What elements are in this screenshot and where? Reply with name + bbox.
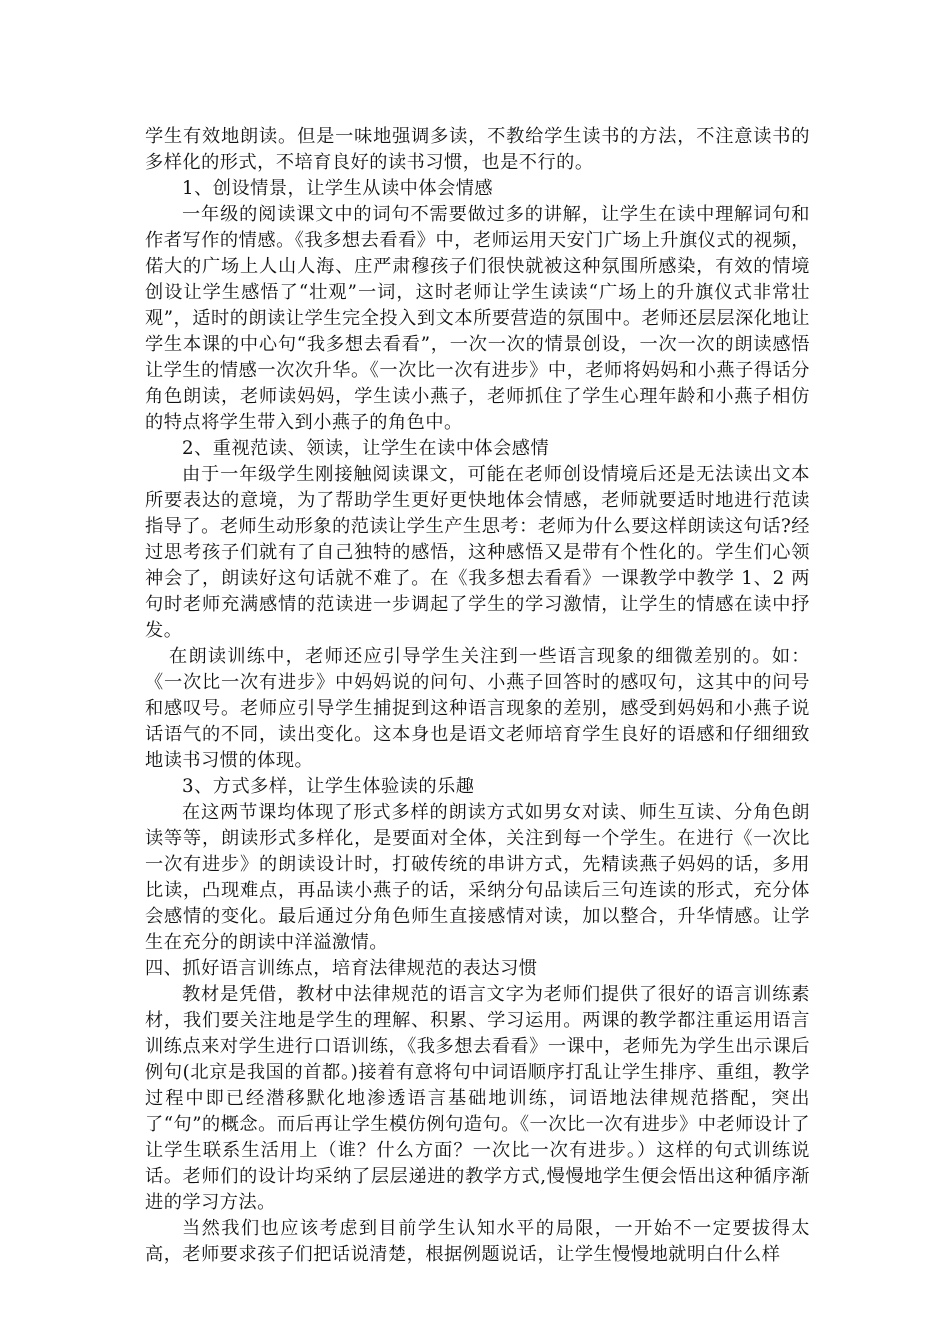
paragraph: 一年级的阅读课文中的词句不需要做过多的讲解，让学生在读中理解词句和作者写作的情感。《我多想去看看》中，老师运用天安门广场上升旗仪式的视频，偌大的广场上人山人海、庄严肃穆孩子们很快就被这种氛围所感染，有效的情境创设让学生感悟了“壮观”一词，这时老师让学生读读“广场上的升旗仪式非常壮观”，适时的朗读让学生完全投入到文本所要营造的氛围中。老师还层层深化地让学生本课的中心句“我多想去看看”，一次一次的情景创设，一次一次的朗读感悟让学生的情感一次次升华。《一次比一次有进步》中，老师将妈妈和小燕子得话分角色朗读，老师读妈妈，学生读小燕子，老师抓住了学生心理年龄和小燕子相仿的特点将学生带入到小燕子的角色中。 <box>145 204 810 433</box>
paragraph: 当然我们也应该考虑到目前学生认知水平的局限，一开始不一定要拔得太高，老师要求孩子们把话说清楚，根据例题说话，让学生慢慢地就明白什么样 <box>145 1218 810 1265</box>
paragraph: 在朗读训练中，老师还应引导学生关注到一些语言现象的细微差别的。如：《一次比一次有进步》中妈妈说的问句、小燕子回答时的感叹句，这其中的问号和感叹号。老师应引导学生捕捉到这种语言现象的差别，感受到妈妈和小燕子说话语气的不同，读出变化。这本身也是语文老师培育学生良好的语感和仔细细致地读书习惯的体现。 <box>145 646 810 771</box>
section-heading-2: 2、重视范读、领读，让学生在读中体会感情 <box>182 438 550 459</box>
section-heading-1: 1、创设情景，让学生从读中体会情感 <box>182 178 494 199</box>
document-page <box>145 124 810 1268</box>
paragraph: 在这两节课均体现了形式多样的朗读方式如男女对读、师生互读、分角色朗读等等，朗读形式多样化，是要面对全体，关注到每一个学生。在进行《一次比一次有进步》的朗读设计时，打破传统的串讲方式，先精读燕子妈妈的话，多用比读，凸现难点，再品读小燕子的话，采纳分句品读后三句连读的形式，充分体会感情的变化。最后通过分角色师生直接感情对读，加以整合，升华情感。让学生在充分的朗读中洋溢激情。 <box>145 802 810 953</box>
section-heading-4: 四、抓好语言训练点，培育法律规范的表达习惯 <box>145 958 538 979</box>
paragraph: 教材是凭借，教材中法律规范的语言文字为老师们提供了很好的语言训练素材，我们要关注地是学生的理解、积累、学习运用。两课的教学都注重运用语言训练点来对学生进行口语训练，《我多想去看看》一课中，老师先为学生出示课后例句(北京是我国的首都。)接着有意将句中词语顺序打乱让学生排序、重组，教学过程中即已经潜移默化地渗透语言基础地训练，词语地法律规范搭配，突出了“句”的概念。而后再让学生模仿例句造句。《一次比一次有进步》中老师设计了让学生联系生活用上（谁？什么方面？一次比一次有进步。）这样的句式训练说话。老师们的设计均采纳了层层递进的教学方式,慢慢地学生便会悟出这种循序渐进的学习方法。 <box>145 984 810 1213</box>
section-heading-3: 3、方式多样，让学生体验读的乐趣 <box>182 776 475 797</box>
paragraph: 由于一年级学生刚接触阅读课文，可能在老师创设情境后还是无法读出文本所要表达的意境，为了帮助学生更好更快地体会情感，老师就要适时地进行范读指导了。老师生动形象的范读让学生产生思考：老师为什么要这样朗读这句话?经过思考孩子们就有了自己独特的感悟，这种感悟又是带有个性化的。学生们心领神会了，朗读好这句话就不难了。在《我多想去看看》一课教学中教学 1、2 两句时老师充满感情的范读进一步调起了学生的学习激情，让学生的情感在读中抒发。 <box>145 464 810 641</box>
paragraph-continuation: 学生有效地朗读。但是一味地强调多读，不教给学生读书的方法，不注意读书的多样化的形式，不培育良好的读书习惯，也是不行的。 <box>145 126 810 173</box>
